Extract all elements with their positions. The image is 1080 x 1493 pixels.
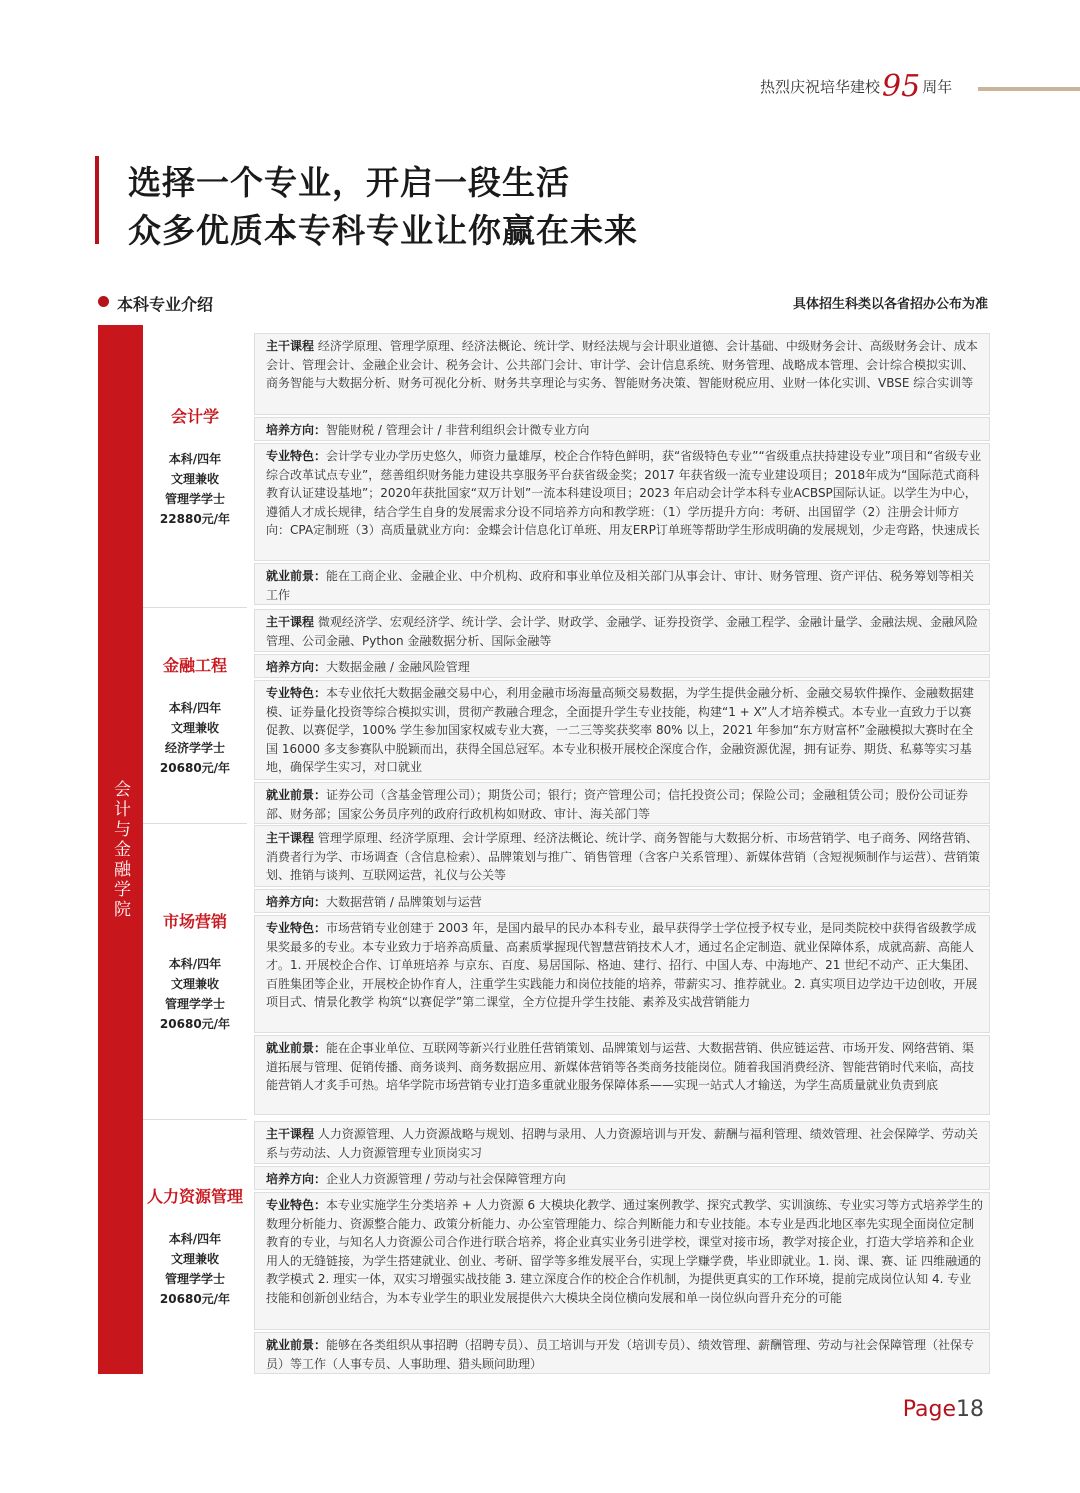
major-degree: 管理学学士: [164, 491, 225, 506]
features-label: 专业特色：: [266, 449, 327, 463]
courses-label: 主干课程: [266, 1127, 315, 1141]
section-note: 具体招生科类以各省招办公布为准: [792, 297, 988, 312]
features-text: 会计学专业办学历史悠久，师资力量雄厚，校企合作特色鲜明，获“省级特色专业”“省级重点扶持建设专业”项目和“省级专业综合改革试点专业”，慈善组织财务能力建设共享服务平台获省级金奖；2017 年获省级一流专业建设项目；2018年成为“国际范式商科教育认证建设基地”；2020年获批国家“双万计划”一流本科建设项目；2023 年启动会计学本科专业ACBSP国际认证。以学生为中心，遵循人才成长规律，结合学生自身的发展需求分设不同培养方向和教学班：（1）学历提升方向：考研、出国留学（2）注册会计师方向：CPA定制班（3）高质量就业方向：金蝶会计信息化订单班、用友ERP订单班等帮助学生形成明确的发展规划，少走弯路，快速成长: [266, 449, 982, 538]
prospects-text: 能在工商企业、金融企业、中介机构、政府和事业单位及相关部门从事会计、审计、财务管理、资产评估、税务筹划等相关工作: [266, 569, 975, 602]
major-tuition: 20680元/年: [159, 1292, 231, 1306]
major-subjects: 文理兼收: [170, 471, 219, 486]
courses-text: 管理学原理、经济学原理、会计学原理、经济法概论、统计学、商务智能与大数据分析、市场营销学、电子商务、网络营销、消费者行为学、市场调查（含信息检索）、品牌策划与推广、销售管理（含客户关系管理）、新媒体营销（含短视频制作与运营）、营销策划、推销与谈判、互联网运营，礼仪与公关等: [266, 831, 981, 883]
major-info-financial-engineering: [143, 607, 247, 824]
major-degree: 经济学学士: [164, 740, 225, 755]
direction-label: 培养方向：: [266, 423, 327, 437]
direction-row: [254, 654, 990, 678]
features-label: 专业特色：: [266, 686, 327, 700]
features-row: [254, 1192, 990, 1330]
prospects-label: 就业前景：: [266, 1041, 327, 1055]
courses-label: 主干课程: [266, 615, 315, 629]
direction-label: 培养方向：: [266, 895, 327, 909]
features-row: [254, 443, 990, 561]
major-name: 市场营销: [162, 911, 227, 931]
prospects-row: [254, 1332, 990, 1374]
features-text: 本专业依托大数据金融交易中心，利用金融市场海量高频交易数据，为学生提供金融分析、金融交易软件操作、金融数据建模、证券量化投资等综合模拟实训，贯彻产教融合理念，全面提升学生专业技能，构建“1 + X”人才培养模式。本专业一直致力于以赛促教、以赛促学，100% 学生参加国家权威专业大赛，一二三等奖获奖率 80% 以上，2021 年参加“东方财富杯”金融模拟大赛时在全国 16000 多支参赛队中脱颖而出，获得全国总冠军。本专业积极开展校企深度合作，金融资源优渥，拥有证券、期货、私募等实习基地，确保学生实习，对口就业: [266, 686, 975, 775]
major-level: 本科/四年: [168, 451, 222, 466]
major-tuition: 22880元/年: [159, 511, 231, 526]
major-name: 金融工程: [162, 655, 227, 675]
major-level: 本科/四年: [168, 1232, 222, 1246]
courses-label: 主干课程: [266, 831, 315, 845]
header-text-before: 热烈庆祝培华建校: [760, 78, 881, 96]
major-info-accounting: [143, 325, 247, 608]
courses-text: 人力资源管理、人力资源战略与规划、招聘与录用、人力资源培训与开发、薪酬与福利管理、绩效管理、社会保障学、劳动关系与劳动法、人力资源管理专业顶岗实习: [266, 1127, 978, 1160]
major-subjects: 文理兼收: [170, 1252, 219, 1266]
college-name: 会计与金融学院: [110, 779, 130, 920]
major-level: 本科/四年: [168, 700, 222, 715]
courses-text: 微观经济学、宏观经济学、统计学、会计学、财政学、金融学、证券投资学、金融工程学、金融计量学、金融法规、金融风险管理、公司金融、Python 金融数据分析、国际金融等: [266, 615, 978, 648]
major-level: 本科/四年: [168, 956, 222, 971]
college-band: [98, 325, 143, 1374]
page-prefix: Page: [902, 1397, 956, 1422]
courses-row: [254, 1121, 990, 1164]
page-title-line2: 众多优质本专科专业让你赢在未来: [128, 211, 638, 250]
direction-row: [254, 1166, 990, 1190]
major-details-accounting: [254, 333, 990, 607]
direction-row: [254, 417, 990, 441]
prospects-label: 就业前景：: [266, 569, 327, 583]
prospects-text: 能在企事业单位、互联网等新兴行业胜任营销策划、品牌策划与运营、大数据营销、供应链运营、市场开发、网络营销、渠道拓展与管理、促销传播、商务谈判、商务数据应用、新媒体营销等各类商务技能岗位。随着我国消费经济、智能营销时代来临，高技能营销人才炙手可热。培华学院市场营销专业打造多重就业服务保障体系——实现一站式人才输送，为学生高质量就业负责到底: [266, 1041, 975, 1093]
major-subjects: 文理兼收: [170, 720, 219, 735]
features-row: [254, 680, 990, 780]
prospects-label: 就业前景：: [266, 788, 327, 802]
features-label: 专业特色：: [266, 921, 327, 935]
features-label: 专业特色：: [266, 1198, 327, 1212]
direction-label: 培养方向：: [266, 660, 327, 674]
page-title-line1: 选择一个专业，开启一段生活: [128, 163, 570, 202]
direction-text: 大数据营销 / 品牌策划与运营: [326, 895, 482, 909]
header-decor-line: [978, 87, 1080, 91]
features-text: 本专业实施学生分类培养 + 人力资源 6 大模块化教学、通过案例教学、探究式教学、实训演练、专业实习等方式培养学生的数理分析能力、资源整合能力、政策分析能力、办公室管理能力、综合判断能力和专业技能。本专业是西北地区率先实现全面岗位定制教育的专业，与知名人力资源公司合作进行联合培养，将企业真实业务引进学校，课堂对接市场，教学对接企业，打造大学培养和企业用人的无缝链接，为学生搭建就业、创业、考研、留学等多维发展平台，实现上学赚学费，毕业即就业。1. 岗、课、赛、证 四维融通的教学模式 2. 理实一体，双实习增强实战技能 3. 建立深度合作的校企合作机制，为提供更真实的工作环境，提前完成岗位认知 4. 专业技能和创新创业结合，为本专业学生的职业发展提供六大模块全岗位横向发展和单一岗位纵向晋升充分的可能: [266, 1198, 983, 1305]
major-info-human-resources: [143, 1119, 247, 1374]
courses-row: [254, 825, 990, 887]
direction-text: 企业人力资源管理 / 劳动与社会保障管理方向: [326, 1172, 566, 1186]
header-anniversary-number: 95: [882, 69, 921, 104]
major-details-marketing: [254, 825, 990, 1117]
courses-row: [254, 333, 990, 415]
major-details-financial-engineering: [254, 609, 990, 826]
courses-row: [254, 609, 990, 652]
major-tuition: 20680元/年: [159, 1016, 231, 1031]
prospects-row: [254, 1035, 990, 1115]
prospects-text: 能够在各类组织从事招聘（招聘专员）、员工培训与开发（培训专员）、绩效管理、薪酬管理、劳动与社会保障管理（社保专员）等工作（人事专员、人事助理、猎头顾问助理）: [266, 1338, 975, 1371]
prospects-row: [254, 563, 990, 605]
courses-text: 经济学原理、管理学原理、经济法概论、统计学、财经法规与会计职业道德、会计基础、中级财务会计、高级财务会计、成本会计、管理会计、金融企业会计、税务会计、公共部门会计、审计学、会计信息系统、财务管理、战略成本管理、会计综合模拟实训、商务智能与大数据分析、财务可视化分析、财务共享理论与实务、智能财务决策、智能财税应用、业财一体化实训、VBSE 综合实训等: [266, 339, 978, 391]
major-subjects: 文理兼收: [170, 976, 219, 991]
features-row: [254, 915, 990, 1033]
major-name: 会计学: [170, 406, 219, 426]
major-info-marketing: [143, 823, 247, 1120]
direction-row: [254, 889, 990, 913]
header-text-after: 周年: [922, 78, 953, 96]
major-details-human-resources: [254, 1121, 990, 1376]
prospects-label: 就业前景：: [266, 1338, 327, 1352]
direction-label: 培养方向：: [266, 1172, 327, 1186]
direction-text: 大数据金融 / 金融风险管理: [326, 660, 470, 674]
prospects-text: 证券公司（含基金管理公司）；期货公司；银行；资产管理公司；信托投资公司；保险公司；金融租赁公司；股份公司证券部、财务部；国家公务员序列的政府行政机构如财政、审计、海关部门等: [266, 788, 969, 821]
major-name: 人力资源管理: [146, 1187, 243, 1206]
header-anniversary: [760, 69, 953, 104]
features-text: 市场营销专业创建于 2003 年，是国内最早的民办本科专业，最早获得学士学位授予权专业，是同类院校中获得省级教学成果奖最多的专业。本专业致力于培养高质量、高素质掌握现代智慧营销技术人才，通过名企定制造、就业保障体系，成就高薪、高能人才。1. 开展校企合作、订单班培养 与京东、百度、易居国际、格迪、建行、招行、中国人寿、中海地产、21 世纪不动产、正大集团、百胜集团等企业，开展校企协作育人，注重学生实践能力和岗位技能的培养，带薪实习、推荐就业。2. 真实项目边学边干边创收，开展项目式、情景化教学 构筑“以赛促学”第二课堂，全方位提升学生技能、素养及实战营销能力: [266, 921, 978, 1010]
major-degree: 管理学学士: [164, 1272, 225, 1286]
courses-label: 主干课程: [266, 339, 315, 353]
page-number-value: 18: [956, 1397, 984, 1422]
section-bullet-icon: [98, 296, 109, 307]
page-number: [903, 1397, 984, 1422]
major-tuition: 20680元/年: [159, 760, 231, 775]
section-title: 本科专业介绍: [117, 295, 214, 314]
prospects-row: [254, 782, 990, 824]
direction-text: 智能财税 / 管理会计 / 非营利组织会计微专业方向: [326, 423, 590, 437]
title-accent-bar: [95, 156, 99, 244]
major-degree: 管理学学士: [164, 996, 225, 1011]
